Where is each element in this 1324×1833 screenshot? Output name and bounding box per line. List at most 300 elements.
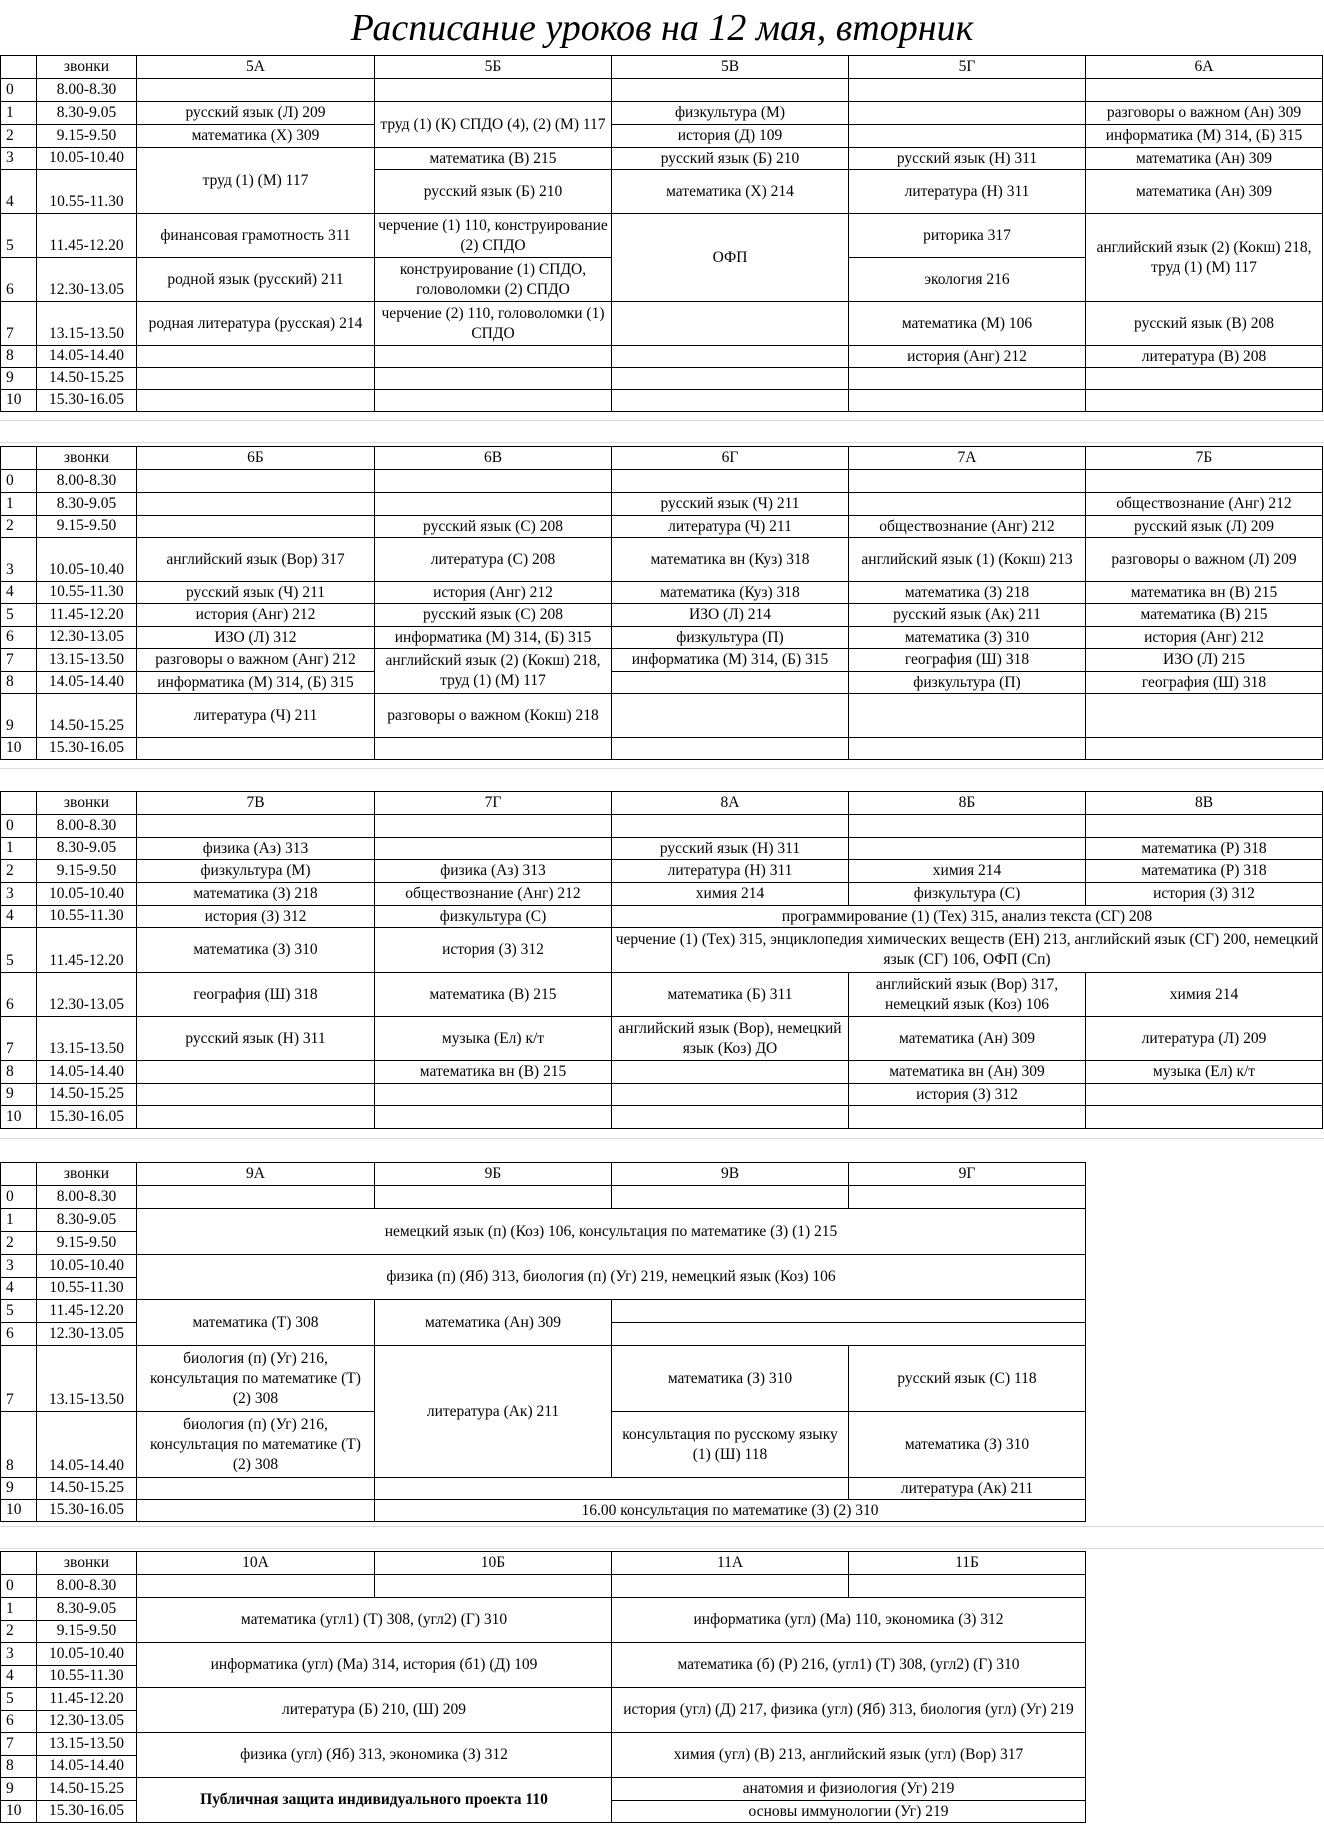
lesson-number: 8 xyxy=(0,671,37,694)
lesson-cell xyxy=(848,492,1086,516)
lesson-cell: химия 214 xyxy=(848,859,1086,883)
lesson-cell: русский язык (Л) 209 xyxy=(136,101,375,125)
lesson-cell xyxy=(1085,737,1323,760)
lesson-cell: математика (З) 218 xyxy=(136,882,375,906)
lesson-time: 10.05-10.40 xyxy=(36,882,137,906)
lesson-cell: математика вн (В) 215 xyxy=(374,1060,612,1084)
lesson-number: 3 xyxy=(0,537,37,582)
lesson-cell xyxy=(848,78,1086,102)
lesson-cell: химия 214 xyxy=(1085,972,1323,1017)
lesson-time: 14.50-15.25 xyxy=(36,1477,137,1500)
lesson-cell xyxy=(848,837,1086,860)
lesson-cell: математика (Х) 214 xyxy=(611,169,849,214)
lesson-time: 14.50-15.25 xyxy=(36,1777,137,1801)
sheet-gridline xyxy=(0,1138,1324,1139)
lesson-time: 11.45-12.20 xyxy=(36,927,137,973)
lesson-time: 8.00-8.30 xyxy=(36,78,137,102)
lesson-number: 6 xyxy=(0,1710,37,1733)
lesson-cell: русский язык (Н) 311 xyxy=(848,147,1086,170)
lesson-cell xyxy=(374,737,612,760)
lesson-number: 8 xyxy=(0,1755,37,1778)
lesson-number: 9 xyxy=(0,693,37,738)
lesson-time: 13.15-13.50 xyxy=(36,1016,137,1061)
lesson-cell: литература (Ак) 211 xyxy=(848,1477,1086,1500)
lesson-cell: математика (З) 218 xyxy=(848,581,1086,604)
bells-header: звонки xyxy=(36,791,137,815)
class-header: 5А xyxy=(136,55,375,79)
lesson-cell: физика (Аз) 313 xyxy=(136,837,375,860)
lesson-cell: математика (З) 310 xyxy=(136,927,375,973)
lesson-cell: литература (Л) 209 xyxy=(1085,1016,1323,1061)
header-corner xyxy=(0,446,37,470)
lesson-cell: химия (угл) (В) 213, английский язык (угл) (Вор) 317 xyxy=(611,1732,1086,1778)
lesson-cell: физика (угл) (Яб) 313, экономика (З) 312 xyxy=(136,1732,612,1778)
lesson-time: 10.05-10.40 xyxy=(36,537,137,582)
lesson-cell: литература (Ч) 211 xyxy=(611,515,849,538)
lesson-cell: русский язык (С) 118 xyxy=(848,1345,1086,1412)
lesson-cell: немецкий язык (п) (Коз) 106, консультация по математике (З) (1) 215 xyxy=(136,1208,1086,1255)
lesson-cell: история (З) 312 xyxy=(1085,882,1323,906)
lesson-cell: математика (Б) 311 xyxy=(611,972,849,1017)
header-corner xyxy=(0,1162,37,1186)
lesson-number: 7 xyxy=(0,1016,37,1061)
lesson-cell xyxy=(611,671,849,694)
lesson-cell xyxy=(611,814,849,838)
lesson-time: 8.00-8.30 xyxy=(36,1185,137,1209)
lesson-cell xyxy=(1085,1105,1323,1129)
lesson-time: 14.05-14.40 xyxy=(36,1755,137,1778)
lesson-cell: английский язык (1) (Кокш) 213 xyxy=(848,537,1086,582)
lesson-time: 11.45-12.20 xyxy=(36,1299,137,1323)
lesson-cell: математика (З) 310 xyxy=(848,1411,1086,1478)
lesson-time: 13.15-13.50 xyxy=(36,648,137,672)
lesson-cell xyxy=(848,1574,1086,1598)
lesson-cell xyxy=(611,78,849,102)
page-title: Расписание уроков на 12 мая, вторник xyxy=(350,7,974,49)
lesson-cell: черчение (1) (Тех) 315, энциклопедия химических веществ (ЕН) 213, английский язык (СГ) 200, немецкий язык (СГ) 106, ОФП (Сп) xyxy=(611,927,1323,973)
lesson-cell: литература (С) 208 xyxy=(374,537,612,582)
lesson-cell: математика вн (Куз) 318 xyxy=(611,537,849,582)
lesson-cell xyxy=(136,1499,375,1522)
lesson-cell: информатика (М) 314, (Б) 315 xyxy=(1085,124,1323,148)
lesson-cell: история (Анг) 212 xyxy=(848,345,1086,368)
lesson-cell: труд (1) (К) СПДО (4), (2) (М) 117 xyxy=(374,101,612,148)
lesson-cell xyxy=(374,367,612,390)
lesson-time: 10.55-11.30 xyxy=(36,169,137,214)
lesson-cell: история (Д) 109 xyxy=(611,124,849,148)
lesson-cell: ОФП xyxy=(611,213,849,302)
lesson-cell: математика вн (Ан) 309 xyxy=(848,1060,1086,1084)
lesson-cell xyxy=(1085,78,1323,102)
lesson-cell: география (Ш) 318 xyxy=(848,648,1086,672)
lesson-number: 2 xyxy=(0,124,37,148)
lesson-cell: математика (Р) 318 xyxy=(1085,837,1323,860)
lesson-cell xyxy=(374,1083,612,1106)
lesson-time: 8.00-8.30 xyxy=(36,469,137,493)
lesson-cell xyxy=(611,1322,1086,1346)
lesson-cell xyxy=(136,78,375,102)
lesson-cell: черчение (2) 110, головоломки (1) СПДО xyxy=(374,301,612,346)
lesson-cell xyxy=(848,814,1086,838)
lesson-cell: математика (Х) 309 xyxy=(136,124,375,148)
lesson-cell: математика (Куз) 318 xyxy=(611,581,849,604)
lesson-number: 9 xyxy=(0,1083,37,1106)
class-header: 10Б xyxy=(374,1551,612,1575)
lesson-cell: физкультура (С) xyxy=(848,882,1086,906)
lesson-cell: русский язык (Ч) 211 xyxy=(611,492,849,516)
lesson-time: 15.30-16.05 xyxy=(36,1800,137,1823)
lesson-cell: русский язык (С) 208 xyxy=(374,515,612,538)
class-header: 6Г xyxy=(611,446,849,470)
lesson-number: 0 xyxy=(0,469,37,493)
lesson-number: 1 xyxy=(0,101,37,125)
lesson-number: 9 xyxy=(0,1477,37,1500)
lesson-time: 9.15-9.50 xyxy=(36,124,137,148)
lesson-cell: литература (Ак) 211 xyxy=(374,1345,612,1478)
class-header: 11Б xyxy=(848,1551,1086,1575)
lesson-number: 10 xyxy=(0,1800,37,1823)
lesson-number: 1 xyxy=(0,1597,37,1621)
lesson-number: 3 xyxy=(0,882,37,906)
lesson-cell: ИЗО (Л) 215 xyxy=(1085,648,1323,672)
lesson-cell: информатика (М) 314, (Б) 315 xyxy=(374,626,612,649)
lesson-number: 4 xyxy=(0,1665,37,1688)
lesson-number: 7 xyxy=(0,648,37,672)
lesson-cell xyxy=(611,1083,849,1106)
lesson-time: 10.05-10.40 xyxy=(36,147,137,170)
lesson-cell: физкультура (М) xyxy=(136,859,375,883)
lesson-cell: 16.00 консультация по математике (З) (2) 310 xyxy=(374,1499,1086,1522)
lesson-cell: английский язык (2) (Кокш) 218, труд (1) (М) 117 xyxy=(374,648,612,694)
lesson-cell: история (Анг) 212 xyxy=(136,603,375,627)
lesson-cell: математика (угл1) (Т) 308, (угл2) (Г) 310 xyxy=(136,1597,612,1643)
lesson-time: 8.30-9.05 xyxy=(36,1597,137,1621)
lesson-cell xyxy=(848,389,1086,412)
lesson-time: 10.55-11.30 xyxy=(36,1665,137,1688)
lesson-number: 4 xyxy=(0,581,37,604)
class-header: 5Г xyxy=(848,55,1086,79)
lesson-cell xyxy=(374,345,612,368)
lesson-cell: русский язык (Н) 311 xyxy=(136,1016,375,1061)
class-header: 8В xyxy=(1085,791,1323,815)
bells-header: звонки xyxy=(36,1551,137,1575)
lesson-time: 14.05-14.40 xyxy=(36,1060,137,1084)
lesson-time: 8.00-8.30 xyxy=(36,1574,137,1598)
class-header: 10А xyxy=(136,1551,375,1575)
lesson-cell xyxy=(136,515,375,538)
lesson-cell: русский язык (Б) 210 xyxy=(611,147,849,170)
lesson-cell xyxy=(611,1299,1086,1323)
lesson-number: 2 xyxy=(0,1231,37,1255)
lesson-number: 1 xyxy=(0,837,37,860)
lesson-cell: программирование (1) (Тех) 315, анализ текста (СГ) 208 xyxy=(611,905,1323,928)
lesson-cell: математика (М) 106 xyxy=(848,301,1086,346)
lesson-cell: литература (Б) 210, (Ш) 209 xyxy=(136,1687,612,1733)
lesson-time: 15.30-16.05 xyxy=(36,737,137,760)
lesson-number: 4 xyxy=(0,1277,37,1300)
lesson-number: 1 xyxy=(0,1208,37,1232)
lesson-cell: литература (В) 208 xyxy=(1085,345,1323,368)
lesson-cell: история (Анг) 212 xyxy=(374,581,612,604)
class-header: 9Г xyxy=(848,1162,1086,1186)
lesson-cell: труд (1) (М) 117 xyxy=(136,147,375,214)
lesson-cell: конструирование (1) СПДО, головоломки (2) СПДО xyxy=(374,257,612,302)
lesson-cell xyxy=(1085,693,1323,738)
lesson-cell: разговоры о важном (Ан) 309 xyxy=(1085,101,1323,125)
lesson-cell: русский язык (Ч) 211 xyxy=(136,581,375,604)
lesson-time: 13.15-13.50 xyxy=(36,301,137,346)
lesson-cell: физкультура (М) xyxy=(611,101,849,125)
lesson-time: 14.05-14.40 xyxy=(36,1411,137,1478)
class-header: 6В xyxy=(374,446,612,470)
lesson-cell xyxy=(848,1185,1086,1209)
lesson-time: 8.30-9.05 xyxy=(36,101,137,125)
lesson-time: 14.05-14.40 xyxy=(36,345,137,368)
lesson-cell: история (угл) (Д) 217, физика (угл) (Яб) 313, биология (угл) (Уг) 219 xyxy=(611,1687,1086,1733)
lesson-number: 7 xyxy=(0,301,37,346)
lesson-number: 5 xyxy=(0,603,37,627)
lesson-time: 15.30-16.05 xyxy=(36,389,137,412)
lesson-time: 14.50-15.25 xyxy=(36,1083,137,1106)
lesson-cell xyxy=(1085,367,1323,390)
class-header: 6Б xyxy=(136,446,375,470)
class-header: 11А xyxy=(611,1551,849,1575)
lesson-cell: математика (Т) 308 xyxy=(136,1299,375,1346)
lesson-cell: музыка (Ел) к/т xyxy=(1085,1060,1323,1084)
lesson-cell: русский язык (Л) 209 xyxy=(1085,515,1323,538)
lesson-time: 8.00-8.30 xyxy=(36,814,137,838)
lesson-cell: информатика (М) 314, (Б) 315 xyxy=(611,648,849,672)
lesson-cell xyxy=(136,1105,375,1129)
lesson-cell xyxy=(374,837,612,860)
lesson-cell xyxy=(136,1060,375,1084)
sheet-gridline xyxy=(0,768,1324,769)
lesson-time: 8.30-9.05 xyxy=(36,1208,137,1232)
lesson-cell xyxy=(848,1105,1086,1129)
class-header: 5Б xyxy=(374,55,612,79)
lesson-cell: музыка (Ел) к/т xyxy=(374,1016,612,1061)
class-header: 7А xyxy=(848,446,1086,470)
lesson-cell: русский язык (В) 208 xyxy=(1085,301,1323,346)
lesson-number: 10 xyxy=(0,1499,37,1522)
lesson-cell xyxy=(374,389,612,412)
lesson-cell xyxy=(136,492,375,516)
lesson-cell: консультация по русскому языку (1) (Ш) 118 xyxy=(611,1411,849,1478)
lesson-cell: география (Ш) 318 xyxy=(1085,671,1323,694)
lesson-cell: русский язык (Ак) 211 xyxy=(848,603,1086,627)
lesson-cell: история (З) 312 xyxy=(136,905,375,928)
sheet-gridline xyxy=(0,1526,1324,1527)
lesson-cell: математика вн (В) 215 xyxy=(1085,581,1323,604)
lesson-time: 13.15-13.50 xyxy=(36,1732,137,1756)
lesson-number: 2 xyxy=(0,859,37,883)
lesson-cell: математика (Ан) 309 xyxy=(1085,147,1323,170)
lesson-number: 6 xyxy=(0,972,37,1017)
lesson-cell: экология 216 xyxy=(848,257,1086,302)
class-header: 5В xyxy=(611,55,849,79)
lesson-cell xyxy=(374,492,612,516)
lesson-cell xyxy=(136,389,375,412)
lesson-cell: черчение (1) 110, конструирование (2) СПДО xyxy=(374,213,612,258)
lesson-number: 3 xyxy=(0,147,37,170)
lesson-cell: биология (п) (Уг) 216, консультация по математике (Т) (2) 308 xyxy=(136,1345,375,1412)
lesson-number: 5 xyxy=(0,927,37,973)
lesson-cell: физкультура (П) xyxy=(848,671,1086,694)
lesson-cell xyxy=(374,1105,612,1129)
lesson-cell: информатика (угл) (Ма) 314, история (б1) (Д) 109 xyxy=(136,1642,612,1688)
lesson-cell: английский язык (Вор) 317 xyxy=(136,537,375,582)
lesson-number: 8 xyxy=(0,1411,37,1478)
lesson-cell: литература (Ч) 211 xyxy=(136,693,375,738)
class-header: 9А xyxy=(136,1162,375,1186)
lesson-cell: ИЗО (Л) 312 xyxy=(136,626,375,649)
lesson-cell: разговоры о важном (Л) 209 xyxy=(1085,537,1323,582)
lesson-cell: математика (б) (Р) 216, (угл1) (Т) 308, (угл2) (Г) 310 xyxy=(611,1642,1086,1688)
lesson-cell: физкультура (С) xyxy=(374,905,612,928)
lesson-cell xyxy=(611,737,849,760)
bells-header: звонки xyxy=(36,55,137,79)
lesson-time: 12.30-13.05 xyxy=(36,1710,137,1733)
lesson-cell xyxy=(136,737,375,760)
lesson-time: 14.50-15.25 xyxy=(36,367,137,390)
lesson-cell xyxy=(374,1477,849,1500)
lesson-number: 9 xyxy=(0,367,37,390)
lesson-cell: ИЗО (Л) 214 xyxy=(611,603,849,627)
lesson-cell: информатика (М) 314, (Б) 315 xyxy=(136,671,375,694)
lesson-cell xyxy=(611,1185,849,1209)
lesson-number: 6 xyxy=(0,1322,37,1346)
lesson-cell: английский язык (Вор) 317, немецкий язык (Коз) 106 xyxy=(848,972,1086,1017)
lesson-time: 10.05-10.40 xyxy=(36,1254,137,1278)
lesson-time: 10.55-11.30 xyxy=(36,905,137,928)
lesson-time: 15.30-16.05 xyxy=(36,1105,137,1129)
lesson-time: 10.55-11.30 xyxy=(36,1277,137,1300)
lesson-cell xyxy=(611,469,849,493)
lesson-time: 11.45-12.20 xyxy=(36,603,137,627)
lesson-number: 3 xyxy=(0,1642,37,1666)
lesson-cell: физика (п) (Яб) 313, биология (п) (Уг) 219, немецкий язык (Коз) 106 xyxy=(136,1254,1086,1300)
lesson-number: 10 xyxy=(0,389,37,412)
lesson-number: 8 xyxy=(0,345,37,368)
lesson-cell: русский язык (Б) 210 xyxy=(374,169,612,214)
lesson-cell xyxy=(1085,389,1323,412)
lesson-cell xyxy=(611,301,849,346)
lesson-cell xyxy=(1085,469,1323,493)
lesson-cell xyxy=(136,814,375,838)
lesson-number: 0 xyxy=(0,78,37,102)
lesson-number: 2 xyxy=(0,1620,37,1643)
lesson-cell xyxy=(136,1477,375,1500)
bells-header: звонки xyxy=(36,1162,137,1186)
lesson-number: 6 xyxy=(0,257,37,302)
lesson-cell xyxy=(611,1060,849,1084)
lesson-time: 9.15-9.50 xyxy=(36,1231,137,1255)
lesson-number: 5 xyxy=(0,213,37,258)
lesson-number: 5 xyxy=(0,1299,37,1323)
lesson-cell: математика (В) 215 xyxy=(374,972,612,1017)
lesson-number: 1 xyxy=(0,492,37,516)
lesson-cell xyxy=(374,1574,612,1598)
lesson-time: 14.50-15.25 xyxy=(36,693,137,738)
lesson-cell: обществознание (Анг) 212 xyxy=(848,515,1086,538)
lesson-cell: математика (Ан) 309 xyxy=(374,1299,612,1346)
lesson-cell: литература (Н) 311 xyxy=(848,169,1086,214)
lesson-cell: обществознание (Анг) 212 xyxy=(374,882,612,906)
lesson-time: 12.30-13.05 xyxy=(36,626,137,649)
lesson-cell xyxy=(136,469,375,493)
lesson-cell xyxy=(848,367,1086,390)
lesson-cell xyxy=(136,1574,375,1598)
lesson-number: 5 xyxy=(0,1687,37,1711)
lesson-cell xyxy=(611,367,849,390)
lesson-cell xyxy=(848,693,1086,738)
class-header: 7В xyxy=(136,791,375,815)
lesson-cell xyxy=(374,78,612,102)
lesson-time: 12.30-13.05 xyxy=(36,972,137,1017)
lesson-cell xyxy=(374,814,612,838)
lesson-cell: математика (Ан) 309 xyxy=(1085,169,1323,214)
lesson-cell: информатика (угл) (Ма) 110, экономика (З) 312 xyxy=(611,1597,1086,1643)
lesson-cell xyxy=(374,469,612,493)
lesson-cell xyxy=(611,389,849,412)
lesson-cell: родной язык (русский) 211 xyxy=(136,257,375,302)
lesson-time: 10.55-11.30 xyxy=(36,581,137,604)
lesson-cell xyxy=(611,1105,849,1129)
lesson-cell xyxy=(1085,814,1323,838)
class-header: 7Г xyxy=(374,791,612,815)
class-header: 9В xyxy=(611,1162,849,1186)
lesson-time: 15.30-16.05 xyxy=(36,1499,137,1522)
lesson-cell: история (Анг) 212 xyxy=(1085,626,1323,649)
lesson-time: 12.30-13.05 xyxy=(36,257,137,302)
class-header: 8А xyxy=(611,791,849,815)
lesson-cell: английский язык (Вор), немецкий язык (Коз) ДО xyxy=(611,1016,849,1061)
lesson-cell xyxy=(848,101,1086,125)
lesson-cell: финансовая грамотность 311 xyxy=(136,213,375,258)
class-header: 7Б xyxy=(1085,446,1323,470)
lesson-cell xyxy=(136,345,375,368)
lesson-time: 9.15-9.50 xyxy=(36,1620,137,1643)
class-header: 6А xyxy=(1085,55,1323,79)
lesson-cell xyxy=(136,1083,375,1106)
lesson-cell: физика (Аз) 313 xyxy=(374,859,612,883)
lesson-cell xyxy=(1085,1083,1323,1106)
lesson-number: 10 xyxy=(0,737,37,760)
lesson-cell: химия 214 xyxy=(611,882,849,906)
lesson-time: 8.30-9.05 xyxy=(36,492,137,516)
lesson-time: 11.45-12.20 xyxy=(36,213,137,258)
lesson-cell: математика (Ан) 309 xyxy=(848,1016,1086,1061)
lesson-cell: основы иммунологии (Уг) 219 xyxy=(611,1800,1086,1823)
lesson-cell: Публичная защита индивидуального проекта 110 xyxy=(136,1777,612,1823)
lesson-number: 9 xyxy=(0,1777,37,1801)
lesson-cell xyxy=(136,1185,375,1209)
lesson-cell: математика (В) 215 xyxy=(1085,603,1323,627)
header-corner xyxy=(0,791,37,815)
lesson-cell: биология (п) (Уг) 216, консультация по математике (Т) (2) 308 xyxy=(136,1411,375,1478)
sheet-gridline xyxy=(0,1548,1324,1549)
header-corner xyxy=(0,1551,37,1575)
lesson-number: 0 xyxy=(0,1574,37,1598)
class-header: 9Б xyxy=(374,1162,612,1186)
lesson-cell: русский язык (Н) 311 xyxy=(611,837,849,860)
lesson-cell: разговоры о важном (Анг) 212 xyxy=(136,648,375,672)
lesson-cell: риторика 317 xyxy=(848,213,1086,258)
lesson-number: 2 xyxy=(0,515,37,538)
lesson-cell xyxy=(848,469,1086,493)
lesson-cell: история (З) 312 xyxy=(848,1083,1086,1106)
class-header: 8Б xyxy=(848,791,1086,815)
